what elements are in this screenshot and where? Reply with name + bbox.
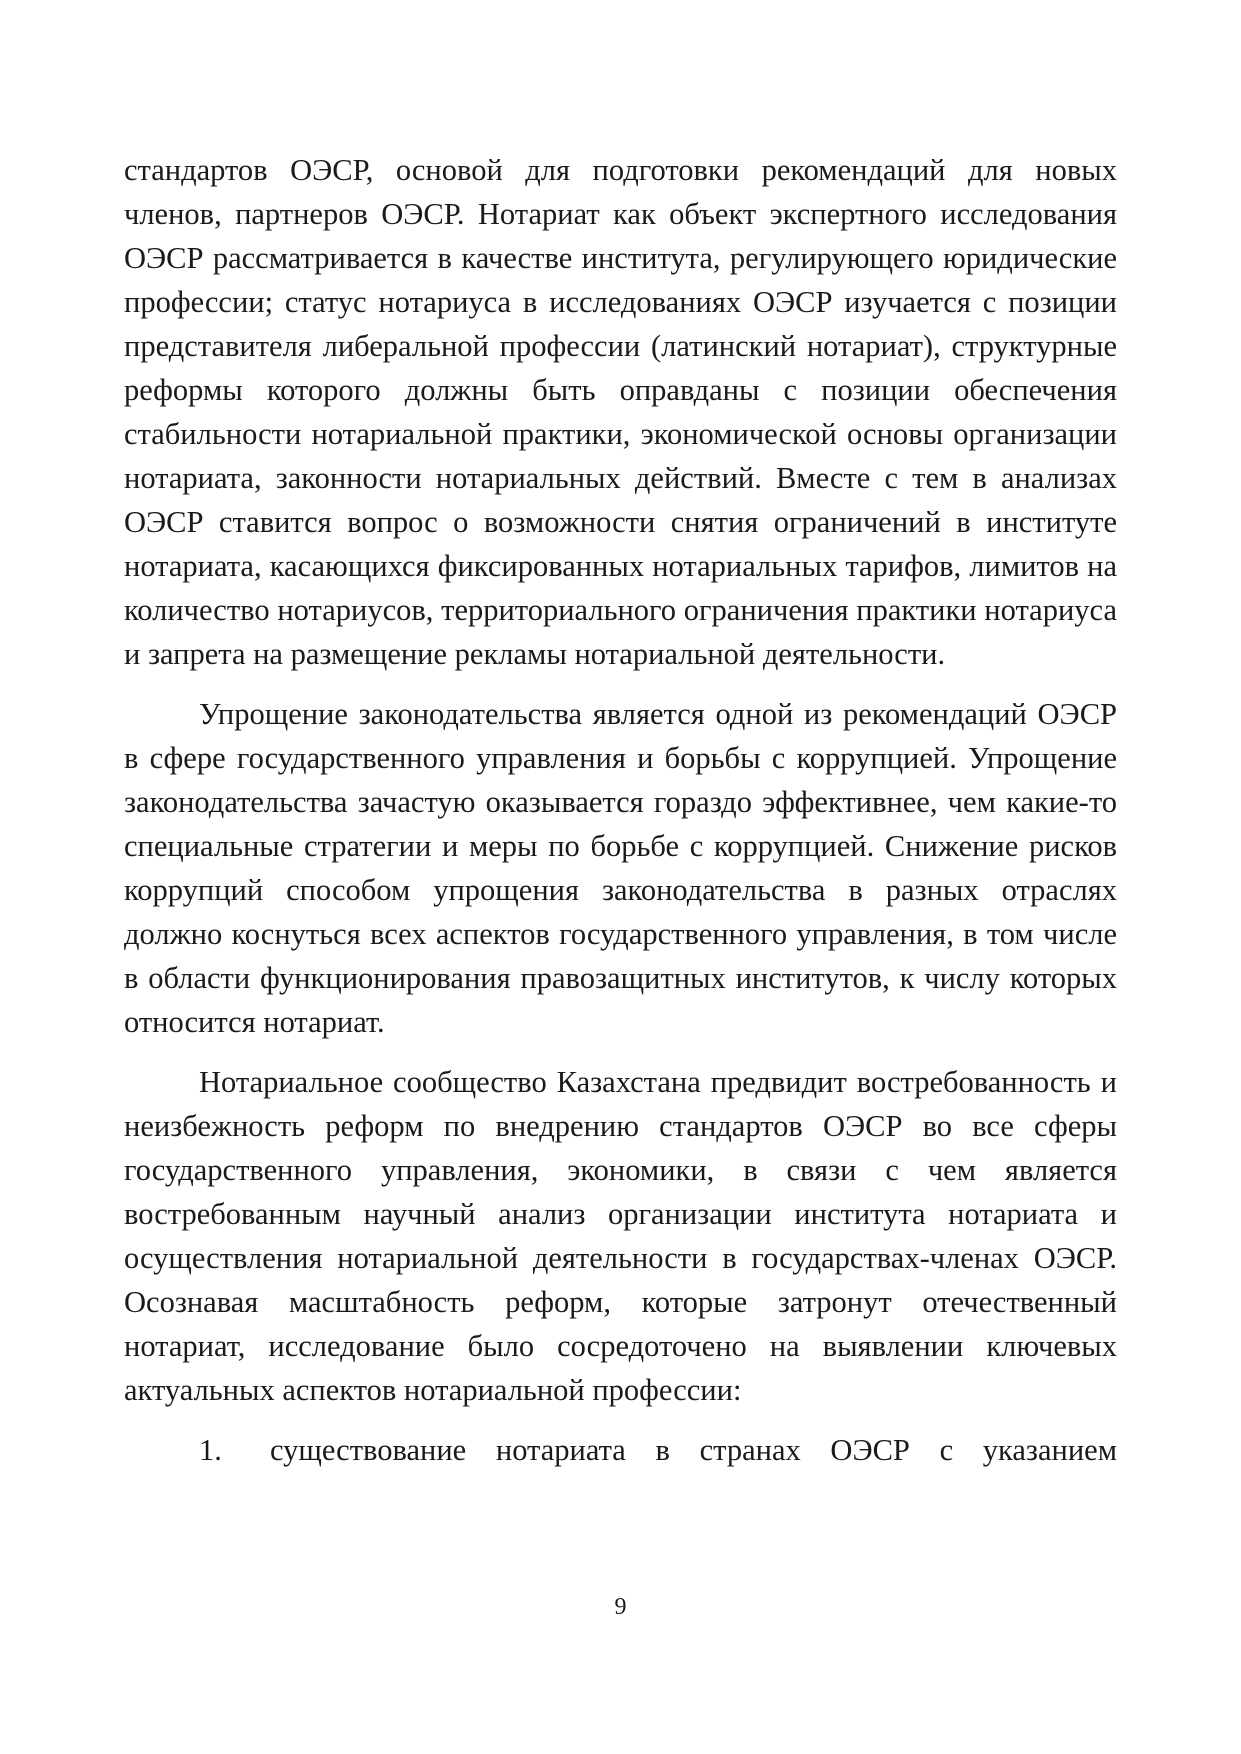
list-item-number: 1.: [199, 1433, 222, 1467]
list-item-text: существование нотариата в странах ОЭСР с указанием: [270, 1433, 1117, 1467]
page-number: 9: [614, 1594, 627, 1620]
paragraph-3: Нотариальное сообщество Казахстана предвидит востребованность и неизбежность реформ по внедрению стандартов ОЭСР во все сферы государственного управления, экономики, в связи с чем является востребованным научный анализ организации института нотариата и осуществления нотариальной деятельности в государствах-членах ОЭСР. Осознавая масштабность реформ, которые затронут отечественный нотариат, исследование было сосредоточено на выявлении ключевых актуальных аспектов нотариальной профессии:: [124, 1065, 1117, 1407]
paragraph-2: Упрощение законодательства является одной из рекомендаций ОЭСР в сфере государственного управления и борьбы с коррупцией. Упрощение законодательства зачастую оказывается гораздо эффективнее, чем какие-то специальные стратегии и меры по борьбе с коррупцией. Снижение рисков коррупций способом упрощения законодательства в разных отраслях должно коснуться всех аспектов государственного управления, в том числе в области функционирования правозащитных институтов, к числу которых относится нотариат.: [124, 697, 1117, 1039]
page-body: [124, 148, 1117, 1472]
list-item: [124, 1428, 1117, 1472]
paragraph-1: стандартов ОЭСР, основой для подготовки рекомендаций для новых членов, партнеров ОЭСР. Нотариат как объект экспертного исследования ОЭСР рассматривается в качестве института, регулирующего юридические профессии; статус нотариуса в исследованиях ОЭСР изучается с позиции представителя либеральной профессии (латинский нотариат), структурные реформы которого должны быть оправданы с позиции обеспечения стабильности нотариальной практики, экономической основы организации нотариата, законности нотариальных действий. Вместе с тем в анализах ОЭСР ставится вопрос о возможности снятия ограничений в институте нотариата, касающихся фиксированных нотариальных тарифов, лимитов на количество нотариусов, территориального ограничения практики нотариуса и запрета на размещение рекламы нотариальной деятельности.: [124, 153, 1117, 671]
